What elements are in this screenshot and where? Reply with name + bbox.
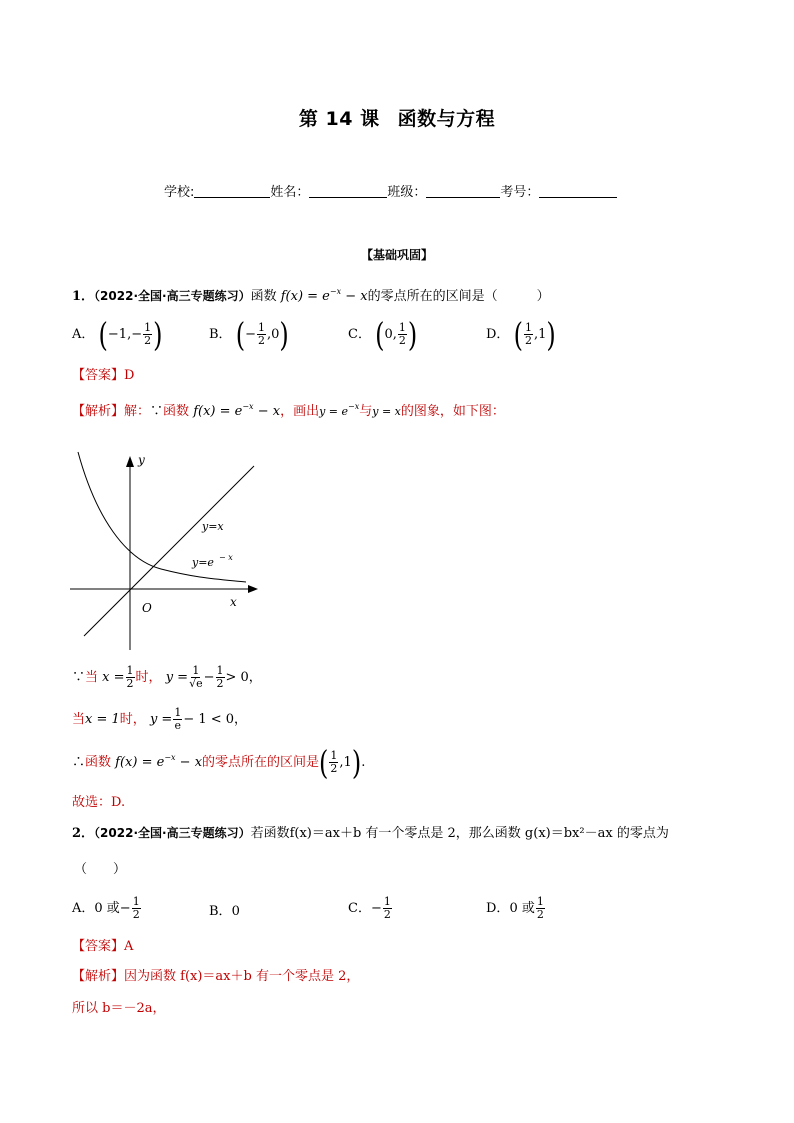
origin-label: O <box>142 601 152 615</box>
numerator: 1 <box>330 749 338 762</box>
curve-label: y=e <box>192 556 214 569</box>
q1-func-base: f(x) = e <box>280 289 330 304</box>
therefore-symbol: ∴ <box>72 755 86 770</box>
yex-expr <box>319 402 360 418</box>
question-2-stem <box>72 822 669 841</box>
number-label: 考号： <box>500 185 540 200</box>
x-expr: x = <box>102 670 125 685</box>
option-label: B． <box>209 327 232 342</box>
text: 函数 <box>85 755 112 770</box>
answer-tag: 【答案】 <box>72 368 125 383</box>
fraction <box>524 322 533 347</box>
func-tail: − x <box>253 404 281 419</box>
q1-func-tail: − x <box>341 289 368 304</box>
q1-source: （2022·全国·高三专题练习） <box>94 289 251 303</box>
option-label: C． <box>348 901 371 916</box>
lesson-topic: 函数与方程 <box>397 108 496 130</box>
y-axis-arrow <box>126 456 134 467</box>
numerator: 1 <box>257 321 265 334</box>
numerator: 1 <box>524 321 532 334</box>
option-left: 0, <box>384 327 397 342</box>
numerator: 1 <box>398 321 406 334</box>
analysis-text: 因为函数 f(x)＝ax＋b 有一个零点是 2， <box>124 969 360 984</box>
fraction-one-over-e <box>173 707 182 732</box>
option-label: C． <box>348 327 371 342</box>
option-right: ,1 <box>533 327 547 342</box>
option-left: − <box>245 327 256 342</box>
fraction <box>383 896 392 921</box>
fraction-half <box>216 665 225 690</box>
func-exp: −x <box>164 753 176 762</box>
q1-analysis-line-1 <box>72 400 505 419</box>
denominator: 2 <box>524 334 532 347</box>
func-base: f(x) = e <box>193 404 243 419</box>
q2-option-b[interactable] <box>209 900 240 919</box>
numerator: 1 <box>216 664 224 677</box>
q2-answer-blank: （ ） <box>74 862 127 877</box>
q2-number: 2． <box>72 826 95 841</box>
left-paren: ( <box>513 315 523 354</box>
right-paren: ) <box>153 315 163 354</box>
q1-option-b[interactable] <box>209 315 289 354</box>
numerator: 1 <box>192 664 200 677</box>
analysis-text: 与 <box>359 404 373 419</box>
numerator: 1 <box>144 321 152 334</box>
analysis-text: ，画出 <box>280 404 320 419</box>
q1-stem-b: 的零点所在的区间是（ ） <box>367 289 550 304</box>
lesson-number: 第 14 课 <box>298 108 380 130</box>
left-paren: ( <box>375 315 385 354</box>
class-blank[interactable] <box>426 185 500 198</box>
numerator: 1 <box>126 664 134 677</box>
text: 当 <box>85 670 99 685</box>
question-1-stem <box>72 285 550 304</box>
ineq: > 0， <box>225 670 262 685</box>
function-expr <box>115 755 202 770</box>
because-symbol: ∵ <box>72 670 86 685</box>
answer-value: A <box>124 939 134 954</box>
function-graph <box>66 448 266 653</box>
y-expr: y = <box>149 712 173 727</box>
answer-value: D <box>124 368 135 383</box>
period: . <box>361 755 366 770</box>
q1-analysis-line-4 <box>72 743 366 782</box>
option-label: A． <box>72 901 95 916</box>
yex-exp: −x <box>348 402 360 411</box>
fraction-half <box>126 665 135 690</box>
text: 时， <box>119 712 146 727</box>
name-label: 姓名： <box>270 185 310 200</box>
text: 时， <box>135 670 162 685</box>
analysis-text: 的图象，如下图： <box>400 404 505 419</box>
q2-source: （2022·全国·高三专题练习） <box>94 826 251 840</box>
q1-number: 1． <box>72 289 95 304</box>
school-label: 学校: <box>164 185 195 200</box>
fraction <box>132 896 141 921</box>
q2-analysis-line-2: 所以 b＝－2a， <box>72 1001 166 1016</box>
x-axis-arrow <box>248 585 258 593</box>
func-tail: − x <box>175 755 203 770</box>
minus: − <box>203 670 215 685</box>
right-paren: ) <box>279 315 289 354</box>
function-expr <box>193 404 280 419</box>
numerator: 1 <box>536 895 544 908</box>
answer-tag: 【答案】 <box>72 939 125 954</box>
right-paren: ) <box>351 743 362 782</box>
x-axis-label: x <box>230 595 237 609</box>
q1-function <box>281 289 368 304</box>
denominator: 2 <box>398 334 406 347</box>
option-right: ,0 <box>266 327 280 342</box>
right-paren: ) <box>407 315 418 354</box>
text: 当 <box>72 712 86 727</box>
because-symbol: ∵ <box>150 404 164 419</box>
text: 的零点所在的区间是 <box>202 755 320 770</box>
q2-option-d[interactable] <box>486 896 546 921</box>
section-heading: 【基础巩固】 <box>360 248 433 262</box>
numerator: 1 <box>132 895 140 908</box>
fraction <box>536 896 545 921</box>
curve-y-equals-e-neg-x <box>78 452 246 582</box>
analysis-text: 函数 <box>163 404 190 419</box>
fraction-half <box>329 750 338 775</box>
option-left: −1,− <box>107 327 143 342</box>
line-y-equals-x <box>84 466 254 636</box>
q2-analysis-line-1 <box>72 965 359 984</box>
interval-right: ,1 <box>339 755 352 770</box>
denominator: 2 <box>257 334 265 347</box>
denominator: 2 <box>126 677 134 690</box>
denominator: 2 <box>330 762 338 775</box>
q1-option-d[interactable] <box>486 315 556 354</box>
fraction <box>143 322 152 347</box>
number-blank[interactable] <box>539 185 617 198</box>
func-exp: −x <box>242 402 254 411</box>
q1-stem-a: 函数 <box>250 289 277 304</box>
numerator: 1 <box>383 895 391 908</box>
student-info-line <box>164 181 617 200</box>
y-axis-label: y <box>138 453 145 467</box>
numerator: 1 <box>174 706 182 719</box>
func-base: f(x) = e <box>115 755 165 770</box>
q1-analysis-line-3 <box>72 707 247 732</box>
q1-option-a[interactable] <box>72 315 163 354</box>
x-expr: x = 1 <box>85 712 120 727</box>
option-label: D． <box>486 901 510 916</box>
line-label: y=x <box>202 520 224 533</box>
left-paren: ( <box>235 315 246 354</box>
school-blank[interactable] <box>194 185 270 198</box>
left-paren: ( <box>98 315 108 354</box>
q1-answer <box>72 364 134 383</box>
yx-expr: y = x <box>372 405 401 418</box>
yex-base: y = e <box>319 405 349 418</box>
analysis-tag: 【解析】 <box>72 404 125 419</box>
ineq: − 1 < 0， <box>183 712 248 727</box>
denominator: 2 <box>132 908 140 921</box>
denominator: e <box>174 719 182 732</box>
q2-option-c[interactable] <box>348 896 393 921</box>
option-label: A． <box>72 327 95 342</box>
q2-answer <box>72 935 133 954</box>
q1-choose: 故选：D. <box>72 795 126 810</box>
q1-analysis-line-2 <box>72 665 262 690</box>
q1-option-c[interactable] <box>348 315 418 354</box>
option-label: B． <box>209 904 232 919</box>
name-blank[interactable] <box>309 185 387 198</box>
denominator: √e <box>189 677 203 690</box>
q1-func-exp: −x <box>329 287 342 296</box>
analysis-tag: 【解析】 <box>72 969 125 984</box>
curve-label-exp: − x <box>219 553 233 562</box>
fraction <box>398 322 407 347</box>
q2-option-a[interactable] <box>72 896 142 921</box>
denominator: 2 <box>383 908 391 921</box>
class-label: 班级： <box>387 185 427 200</box>
option-label: D． <box>486 327 510 342</box>
option-text: 0 <box>231 904 240 919</box>
option-text: 0 或− <box>94 901 131 916</box>
denominator: 2 <box>536 908 544 921</box>
denominator: 2 <box>144 334 152 347</box>
q2-stem-text: 若函数f(x)＝ax＋b 有一个零点是 2，那么函数 g(x)＝bx²－ax 的零点为 <box>250 826 669 841</box>
fraction-root-e <box>189 665 203 690</box>
analysis-text: 解： <box>124 404 151 419</box>
option-text: 0 或 <box>509 901 535 916</box>
denominator: 2 <box>216 677 224 690</box>
right-paren: ) <box>546 315 556 354</box>
option-text: − <box>370 901 382 916</box>
left-paren: ( <box>319 743 329 782</box>
page-title <box>0 104 794 131</box>
y-expr: y = <box>165 670 189 685</box>
fraction <box>257 322 266 347</box>
